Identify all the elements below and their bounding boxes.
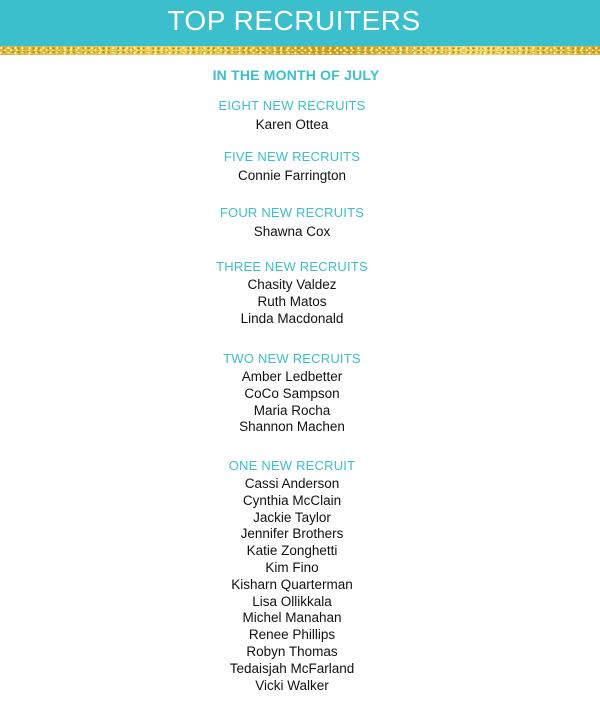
header-banner (0, 0, 600, 46)
recruiter-name: Shannon Machen (239, 419, 345, 435)
recruiter-name: Amber Ledbetter (241, 369, 343, 384)
recruiter-name: Katie Zonghetti (246, 543, 338, 559)
recruiter-name: Lisa Ollikkala (252, 593, 332, 609)
recruiter-name: Cynthia McClain (242, 492, 342, 508)
recruiter-name: Kim Fino (265, 559, 319, 575)
recruiter-name: Michel Manahan (242, 610, 342, 626)
group-title-four: FOUR NEW RECRUITS (219, 205, 365, 220)
group-names-eight (0, 117, 584, 134)
recruiter-name: CoCo Sampson (244, 385, 340, 401)
group-names-two (0, 369, 584, 436)
recruiter-name: Vicki Walker (255, 677, 329, 693)
group-names-three (0, 277, 584, 327)
group-title-three: THREE NEW RECRUITS (216, 259, 368, 274)
group-title-one: ONE NEW RECRUIT (228, 458, 356, 473)
recruiter-name: Renee Phillips (248, 627, 336, 643)
recruiter-name: Connie Farrington (237, 168, 347, 183)
group-title-five: FIVE NEW RECRUITS (223, 149, 361, 164)
recruiter-name: Linda Macdonald (240, 310, 344, 326)
recruiter-name: Maria Rocha (253, 402, 331, 418)
recruiter-name: Jennifer Brothers (240, 526, 344, 542)
recruiter-name: Shawna Cox (253, 224, 331, 239)
recruiter-name: Chasity Valdez (247, 277, 337, 292)
recruiter-name: Jackie Taylor (253, 509, 331, 525)
gold-glitter-edge (0, 53, 600, 56)
recruiter-name: Tedaisjah McFarland (229, 660, 355, 676)
recruiter-name: Cassi Anderson (244, 476, 340, 491)
group-title-two: TWO NEW RECRUITS (223, 351, 361, 366)
group-names-one (0, 476, 584, 694)
page-title: TOP RECRUITERS (167, 5, 421, 36)
recruiter-name: Robyn Thomas (246, 643, 338, 659)
recruiter-name: Karen Ottea (255, 117, 329, 132)
group-names-five (0, 168, 584, 185)
recruiter-name: Kisharn Quarterman (231, 576, 353, 592)
group-names-four (0, 224, 584, 241)
recruiter-name: Ruth Matos (257, 293, 327, 309)
group-title-eight: EIGHT NEW RECRUITS (218, 98, 366, 113)
month-subtitle: IN THE MONTH OF JULY (212, 67, 380, 83)
